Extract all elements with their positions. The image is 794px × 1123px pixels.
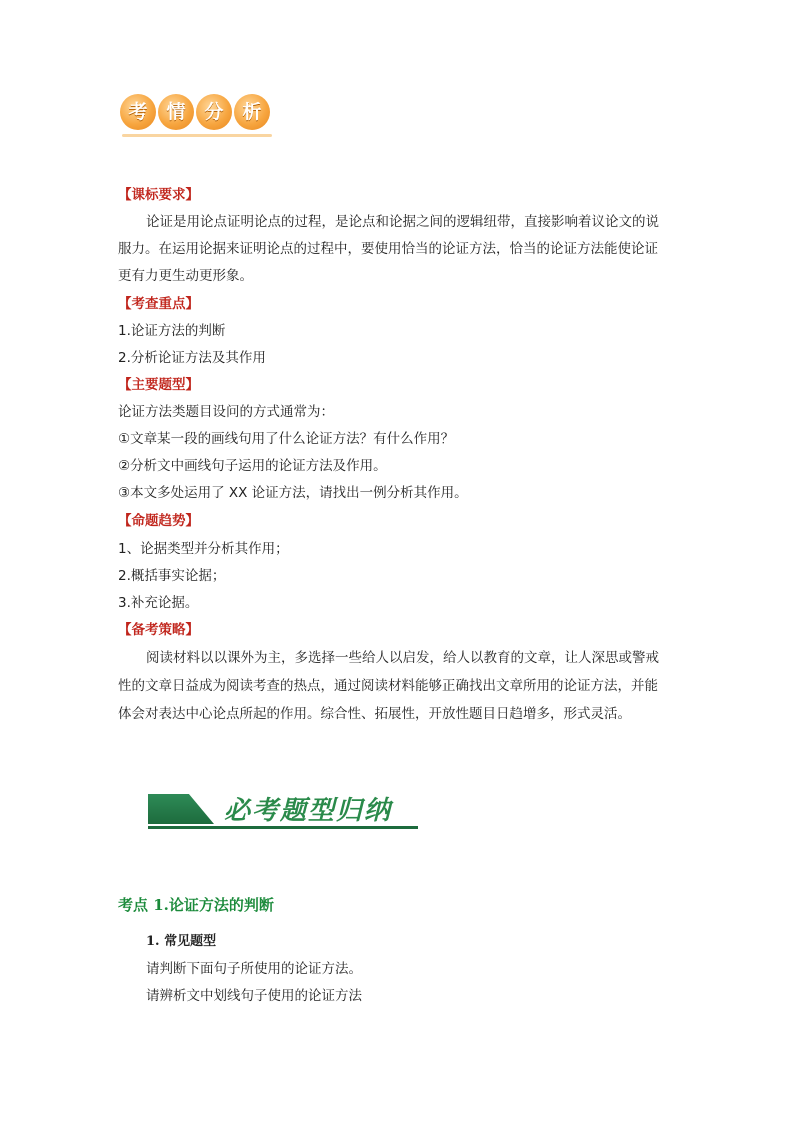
banner-char: 析 bbox=[234, 94, 270, 130]
kaoqing-fenxi-banner bbox=[120, 94, 276, 140]
paragraph-line: 服力。在运用论据来证明论点的过程中，要使用恰当的论证方法，恰当的论证方法能使论证 bbox=[118, 241, 658, 257]
list-item: 3.补充论据。 bbox=[118, 595, 199, 611]
paragraph-line: 请辨析文中划线句子使用的论证方法 bbox=[146, 988, 362, 1004]
paragraph-line: 请判断下面句子所使用的论证方法。 bbox=[146, 961, 362, 977]
kaodian-heading: 考点 1.论证方法的判断 bbox=[118, 896, 274, 914]
paragraph-line: 性的文章日益成为阅读考查的热点，通过阅读材料能够正确找出文章所用的论证方法，并能 bbox=[118, 678, 658, 694]
list-item: 1、论据类型并分析其作用； bbox=[118, 541, 289, 557]
paragraph-line: 论证方法类题目设问的方式通常为： bbox=[118, 404, 334, 420]
banner-char: 情 bbox=[158, 94, 194, 130]
kaodian-subheading: 1. 常见题型 bbox=[146, 934, 217, 949]
list-item: ③本文多处运用了 XX 论证方法，请找出一例分析其作用。 bbox=[118, 485, 468, 501]
section-title-zhuyao: 【主要题型】 bbox=[118, 377, 199, 393]
section-title-kaocha: 【考查重点】 bbox=[118, 296, 199, 312]
banner-underline bbox=[122, 134, 272, 137]
banner-char: 分 bbox=[196, 94, 232, 130]
list-item: 1.论证方法的判断 bbox=[118, 323, 226, 339]
list-item: 2.分析论证方法及其作用 bbox=[118, 350, 266, 366]
banner-underline bbox=[148, 826, 418, 829]
section-title-mingti: 【命题趋势】 bbox=[118, 513, 199, 529]
paragraph-line: 论证是用论点证明论点的过程，是论点和论据之间的逻辑纽带，直接影响着议论文的说 bbox=[146, 214, 659, 230]
paragraph-line: 更有力更生动更形象。 bbox=[118, 268, 253, 284]
paragraph-line: 体会对表达中心论点所起的作用。综合性、拓展性，开放性题目日趋增多，形式灵活。 bbox=[118, 706, 631, 722]
paragraph-line: 阅读材料以以课外为主，多选择一些给人以启发，给人以教育的文章，让人深思或警戒 bbox=[146, 650, 659, 666]
list-item: 2.概括事实论据； bbox=[118, 568, 226, 584]
banner-green-tab bbox=[148, 794, 214, 824]
list-item: ①文章某一段的画线句用了什么论证方法？有什么作用？ bbox=[118, 431, 455, 447]
section-title-beikao: 【备考策略】 bbox=[118, 622, 199, 638]
list-item: ②分析文中画线句子运用的论证方法及作用。 bbox=[118, 458, 387, 474]
banner-char: 考 bbox=[120, 94, 156, 130]
bikao-tixing-banner bbox=[148, 788, 418, 832]
banner-title: 必考题型归纳 bbox=[224, 796, 393, 826]
section-title-kebiao: 【课标要求】 bbox=[118, 187, 199, 203]
